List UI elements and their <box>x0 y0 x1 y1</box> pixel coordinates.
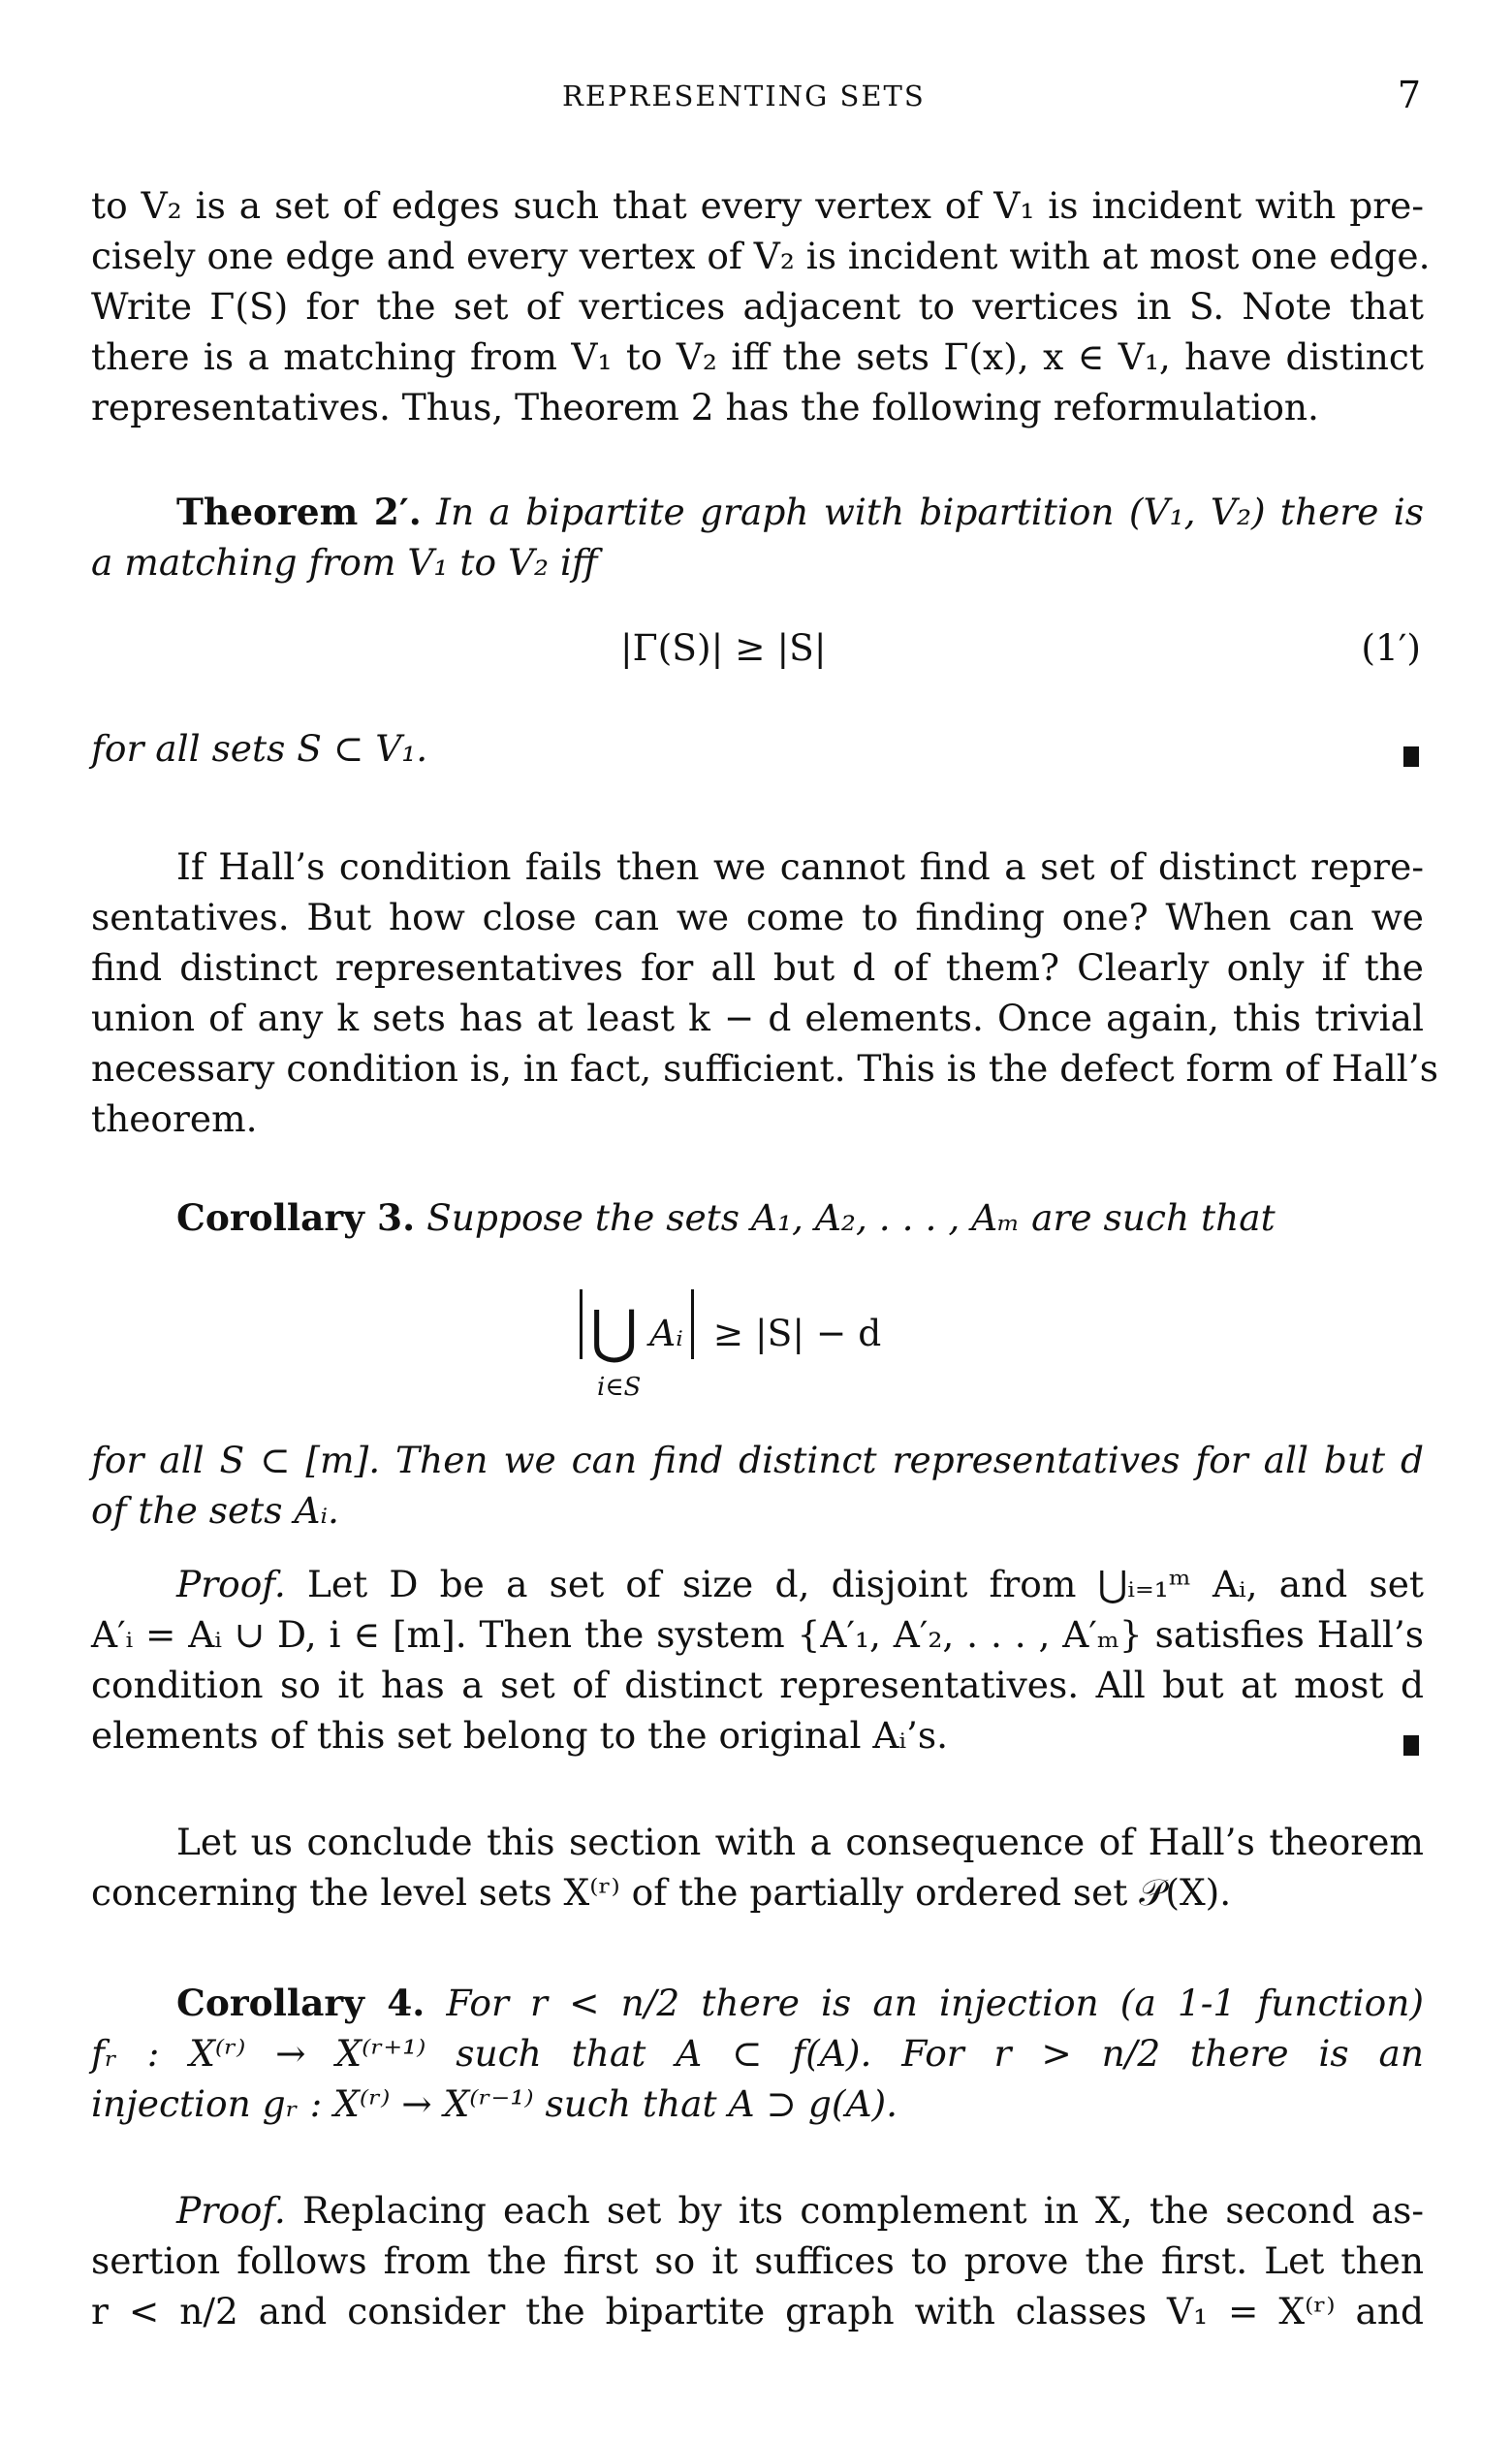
section-conclusion <box>91 1817 1424 1918</box>
text-line: cisely one edge and every vertex of V₂ is incident with at most one edge. <box>91 235 1431 277</box>
text-line: A′ᵢ = Aᵢ ∪ D, i ∈ [m]. Then the system {A′₁, A′₂, . . . , A′ₘ} satisfies Hall’s <box>91 1613 1424 1656</box>
union-index: i∈S <box>597 1373 642 1402</box>
text-line: union of any k sets has at least k − d elements. Once again, this trivial <box>91 997 1424 1039</box>
equation-number: (1′) <box>1361 626 1421 669</box>
corollary-label: Corollary 3. <box>176 1196 416 1239</box>
page-number: 7 <box>1397 74 1421 116</box>
theorem-condition: for all sets S ⊂ V₁. <box>91 727 428 770</box>
qed-square <box>1403 746 1419 767</box>
corollary-text: For r < n/2 there is an injection (a 1-1 function) <box>446 1982 1425 2024</box>
union-symbol: ⋃ <box>590 1298 639 1366</box>
theorem-text: In a bipartite graph with bipartition (V₁, V₂) there is <box>436 491 1425 533</box>
running-head: REPRESENTING SETS <box>562 79 926 112</box>
text-line: Write Γ(S) for the set of vertices adjacent to vertices in S. Note that <box>91 285 1424 328</box>
proof-text: Replacing each set by its complement in X, the second as- <box>301 2189 1424 2232</box>
abs-bar-left <box>580 1289 583 1359</box>
intro-paragraph <box>91 180 1431 432</box>
text-line: sentatives. But how close can we come to finding one? When can we <box>91 896 1424 938</box>
theorem-2-prime <box>91 487 1424 587</box>
qed-square <box>1403 1735 1419 1756</box>
formula-rhs: ≥ |S| − d <box>712 1312 882 1354</box>
corollary-label: Corollary 4. <box>176 1982 425 2024</box>
proof-line <box>91 1559 1424 1609</box>
corollary-text: Suppose the sets A₁, A₂, . . . , Aₘ are such that <box>426 1196 1276 1239</box>
text-line: representatives. Thus, Theorem 2 has the following reformulation. <box>91 386 1319 428</box>
defect-paragraph <box>91 841 1438 1144</box>
abs-bar-right <box>691 1289 694 1359</box>
proof-text: Let D be a set of size d, disjoint from ⋃ᵢ₌₁ᵐ Aᵢ, and set <box>307 1563 1424 1605</box>
text-line: sertion follows from the first so it suffices to prove the first. Let then <box>91 2239 1424 2282</box>
union-formula <box>572 1289 881 1366</box>
text-line: concerning the level sets X⁽ʳ⁾ of the partially ordered set 𝒫(X). <box>91 1871 1232 1914</box>
display-formula: |Γ(S)| ≥ |S| <box>620 626 827 669</box>
corollary-3-condition <box>91 1435 1424 1536</box>
theorem-text: a matching from V₁ to V₂ iff <box>91 541 598 584</box>
text-line: r < n/2 and consider the bipartite graph with classes V₁ = X⁽ʳ⁾ and <box>91 2290 1424 2332</box>
corollary-line <box>91 1978 1424 2028</box>
theorem-line <box>91 487 1424 537</box>
page-header <box>0 74 1512 118</box>
proof-corollary-4 <box>91 2185 1424 2336</box>
corollary-4 <box>91 1978 1424 2129</box>
proof-line <box>91 2185 1424 2236</box>
text-line: fᵣ : X⁽ʳ⁾ → X⁽ʳ⁺¹⁾ such that A ⊂ f(A). For r > n/2 there is an <box>91 2032 1424 2075</box>
text-line: to V₂ is a set of edges such that every vertex of V₁ is incident with pre- <box>91 184 1424 227</box>
text-line: If Hall’s condition fails then we cannot find a set of distinct repre- <box>176 845 1424 888</box>
text-line: injection gᵣ : X⁽ʳ⁾ → X⁽ʳ⁻¹⁾ such that A ⊃ g(A). <box>91 2082 898 2125</box>
text-line: condition so it has a set of distinct representatives. All but at most d <box>91 1664 1424 1706</box>
proof-label: Proof. <box>176 2189 286 2232</box>
corollary-line <box>91 1192 1424 1243</box>
formula-term: Aᵢ <box>649 1312 683 1354</box>
theorem-label: Theorem 2′. <box>176 491 422 533</box>
text-line: for all S ⊂ [m]. Then we can find distinct representatives for all but d <box>91 1439 1424 1481</box>
text-line: of the sets Aᵢ. <box>91 1489 339 1532</box>
text-line: there is a matching from V₁ to V₂ iff the sets Γ(x), x ∈ V₁, have distinct <box>91 335 1424 378</box>
text-line: Let us conclude this section with a consequence of Hall’s theorem <box>176 1821 1424 1863</box>
proof-corollary-3 <box>91 1559 1424 1761</box>
proof-label: Proof. <box>176 1563 286 1605</box>
text-line: find distinct representatives for all but d of them? Clearly only if the <box>91 946 1424 989</box>
text-line: elements of this set belong to the original Aᵢ’s. <box>91 1714 949 1757</box>
text-line: necessary condition is, in fact, sufficient. This is the defect form of Hall’s <box>91 1047 1438 1090</box>
corollary-3 <box>91 1192 1424 1243</box>
text-line: theorem. <box>91 1097 258 1140</box>
